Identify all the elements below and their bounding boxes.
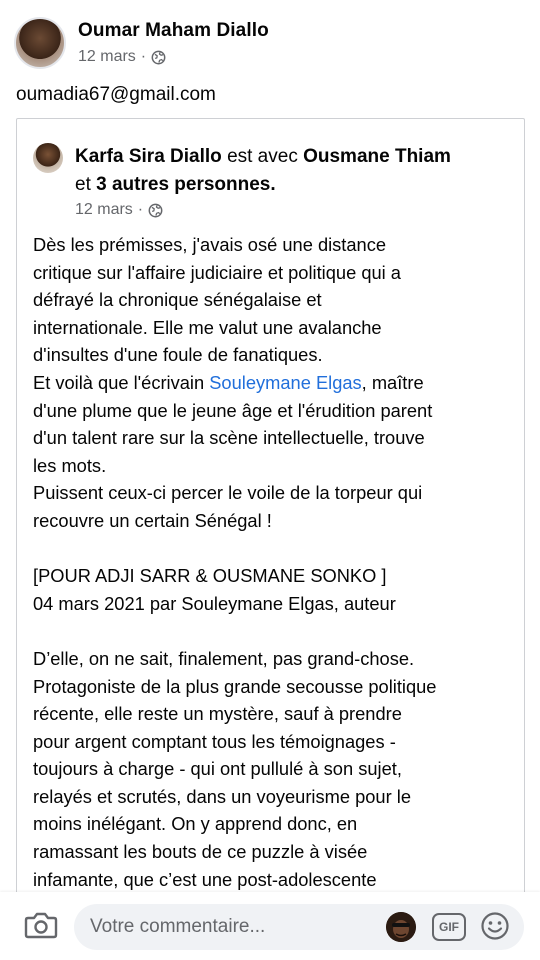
post-header [14, 14, 269, 72]
body-line: Puissent ceux-ci percer le voile de la torpeur qui [33, 482, 423, 504]
body-line: Dès les prémisses, j'avais osé une distance [33, 234, 387, 255]
body-line: relayés et scrutés, dans un voyeurisme pour le [33, 785, 411, 807]
tagged-person[interactable]: Ousmane Thiam [303, 146, 451, 167]
gif-icon[interactable]: GIF [432, 913, 466, 941]
shared-author-avatar[interactable] [33, 143, 63, 173]
body-line: toujours à charge - qui ont pullulé à son sujet, [33, 758, 402, 780]
post-text: oumadia67@gmail.com [16, 84, 216, 105]
body-line: 04 mars 2021 par Souleymane Elgas, auteur [33, 592, 396, 614]
author-mention-link[interactable]: Souleymane Elgas [209, 371, 362, 393]
body-line: les mots. [33, 454, 107, 476]
sticker-avatar-graphic [386, 912, 416, 942]
body-line: D’elle, on ne sait, finalement, pas grand-chose. [33, 647, 415, 669]
paragraph-gap [33, 617, 513, 645]
body-line: ramassant les bouts de ce puzzle à visée [33, 841, 368, 863]
title-end-punct: . [270, 174, 276, 195]
shared-post-title [75, 143, 513, 199]
shared-post-header [33, 143, 513, 219]
with-text: est avec [227, 146, 298, 167]
post-meta [78, 48, 269, 66]
body-line: critique sur l'affaire judiciaire et politique qui a [33, 261, 401, 283]
paragraph-gap [33, 535, 513, 563]
shared-post-meta [75, 201, 513, 219]
body-line: récente, elle reste un mystère, sauf à prendre [33, 703, 402, 725]
emoji-icon[interactable] [480, 911, 510, 941]
post-date[interactable]: 12 mars [78, 48, 136, 65]
author-block [78, 20, 269, 66]
sticker-icon[interactable] [386, 912, 416, 942]
and-text: et [75, 174, 91, 195]
body-line: [POUR ADJI SARR & OUSMANE SONKO ] [33, 565, 387, 587]
body-line: d'une plume que le jeune âge et l'érudition parent [33, 399, 433, 421]
body-line: internationale. Elle me valut une avalanche [33, 316, 382, 338]
body-line: défrayé la chronique sénégalaise et [33, 289, 322, 311]
shared-meta-separator: · [137, 201, 144, 218]
globe-icon [148, 203, 163, 218]
body-line [33, 369, 513, 397]
body-line: d'un talent rare sur la scène intellectuelle, trouve [33, 427, 425, 449]
author-avatar[interactable] [14, 17, 66, 69]
body-line: infamante, que c’est une post-adolescente [33, 868, 377, 890]
body-line: pour argent comptant tous les témoignages - [33, 730, 396, 752]
body-text-segment: Et voilà que l'écrivain [33, 371, 210, 393]
shared-post-body [33, 231, 513, 893]
shared-post-date[interactable]: 12 mars [75, 201, 133, 218]
comment-bar [0, 892, 540, 960]
body-line: Protagoniste de la plus grande secousse politique [33, 675, 437, 697]
others-link[interactable]: 3 autres personnes [96, 174, 271, 195]
camera-icon[interactable] [24, 910, 58, 940]
body-line: moins inélégant. On y apprend donc, en [33, 813, 358, 835]
body-text-segment: , maître [361, 371, 424, 393]
shared-post[interactable] [16, 118, 525, 960]
globe-icon [151, 50, 166, 65]
meta-separator: · [140, 48, 147, 65]
body-line: d'insultes d'une foule de fanatiques. [33, 344, 323, 366]
author-name[interactable]: Oumar Maham Diallo [78, 20, 269, 41]
shared-author-name[interactable]: Karfa Sira Diallo [75, 146, 222, 167]
body-line: recouvre un certain Sénégal ! [33, 509, 272, 531]
